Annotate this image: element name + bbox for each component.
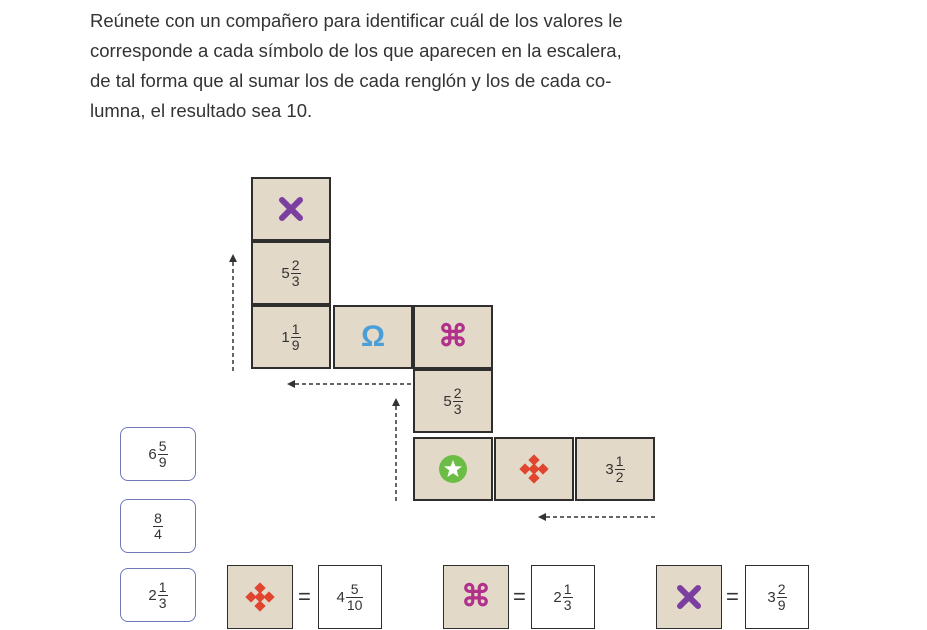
cell-1-1-9 xyxy=(251,305,331,369)
green-star-circle-icon xyxy=(438,454,468,484)
equation-value-box xyxy=(745,565,809,629)
denominator: 10 xyxy=(346,596,363,613)
fraction xyxy=(153,511,163,542)
purple-x-icon xyxy=(676,584,702,610)
instruction-line-2: corresponde a cada símbolo de los que aparecen en la escalera, xyxy=(90,40,622,61)
denominator: 2 xyxy=(615,468,624,485)
numerator: 1 xyxy=(291,320,300,337)
arrow-up-left-column xyxy=(226,252,240,376)
cell-3-1-2 xyxy=(575,437,655,501)
fraction xyxy=(158,439,168,470)
mixed-number xyxy=(281,258,300,289)
mixed-number xyxy=(148,580,167,611)
numerator: 1 xyxy=(563,580,572,597)
denominator: 4 xyxy=(154,525,162,542)
numerator: 2 xyxy=(453,384,462,401)
equation-symbol-box xyxy=(656,565,722,629)
equals-sign: = xyxy=(513,584,526,609)
cell-omega xyxy=(333,305,413,369)
fraction xyxy=(615,454,625,485)
fraction xyxy=(291,322,301,353)
whole-part: 1 xyxy=(281,328,290,346)
denominator: 3 xyxy=(563,596,572,613)
equals-sign: = xyxy=(298,584,311,609)
purple-x-icon xyxy=(278,196,304,222)
arrow-up-middle-column xyxy=(389,396,403,506)
mixed-number xyxy=(605,454,624,485)
mixed-number xyxy=(553,582,572,613)
numerator: 2 xyxy=(291,256,300,273)
cell-diamond xyxy=(494,437,574,501)
whole-part: 3 xyxy=(767,588,776,606)
numerator: 1 xyxy=(158,578,167,595)
equation-symbol-box xyxy=(443,565,509,629)
whole-part: 4 xyxy=(336,588,345,606)
denominator: 3 xyxy=(453,400,462,417)
denominator: 9 xyxy=(291,336,300,353)
command-symbol-icon: ⌘ xyxy=(438,320,468,353)
red-diamond-cluster-icon xyxy=(245,582,275,612)
cell-star xyxy=(413,437,493,501)
denominator: 3 xyxy=(158,594,167,611)
numerator: 5 xyxy=(158,437,167,454)
denominator: 9 xyxy=(777,596,786,613)
fraction xyxy=(777,582,787,613)
fraction xyxy=(453,386,463,417)
equation-value-box xyxy=(318,565,382,629)
omega-icon: Ω xyxy=(360,320,386,353)
fraction xyxy=(158,580,168,611)
command-symbol-icon: ⌘ xyxy=(461,580,491,613)
instruction-line-4: lumna, el resultado sea 10. xyxy=(90,100,313,121)
whole-part: 5 xyxy=(281,264,290,282)
cell-top-symbol xyxy=(251,177,331,241)
option-card-2-1-3[interactable] xyxy=(120,568,196,622)
denominator: 3 xyxy=(291,272,300,289)
fraction xyxy=(563,582,573,613)
numerator: 1 xyxy=(615,452,624,469)
cell-5-2-3-lower xyxy=(413,369,493,433)
equals-sign: = xyxy=(726,584,739,609)
mixed-number xyxy=(148,439,167,470)
numerator: 5 xyxy=(350,580,359,597)
denominator: 9 xyxy=(158,453,167,470)
instruction-line-3: de tal forma que al sumar los de cada renglón y los de cada co- xyxy=(90,70,612,91)
mixed-number xyxy=(767,582,786,613)
fraction-number xyxy=(153,511,163,542)
mixed-number xyxy=(281,322,300,353)
instructions xyxy=(90,6,710,126)
whole-part: 3 xyxy=(605,460,614,478)
arrow-left-bottom-row xyxy=(536,510,658,524)
red-diamond-cluster-icon xyxy=(519,454,549,484)
mixed-number xyxy=(443,386,462,417)
whole-part: 2 xyxy=(553,588,562,606)
fraction xyxy=(346,582,364,613)
arrow-left-middle-row xyxy=(285,377,413,391)
numerator: 2 xyxy=(777,580,786,597)
mixed-number xyxy=(337,582,364,613)
instruction-line-1: Reúnete con un compañero para identificar cuál de los valores le xyxy=(90,10,623,31)
cell-command xyxy=(413,305,493,369)
equation-symbol-box xyxy=(227,565,293,629)
whole-part: 5 xyxy=(443,392,452,410)
equation-value-box xyxy=(531,565,595,629)
cell-5-2-3-upper xyxy=(251,241,331,305)
option-card-6-5-9[interactable] xyxy=(120,427,196,481)
numerator: 8 xyxy=(154,509,162,526)
whole-part: 2 xyxy=(148,586,157,604)
whole-part: 6 xyxy=(148,445,157,463)
option-card-8-4[interactable] xyxy=(120,499,196,553)
fraction xyxy=(291,258,301,289)
